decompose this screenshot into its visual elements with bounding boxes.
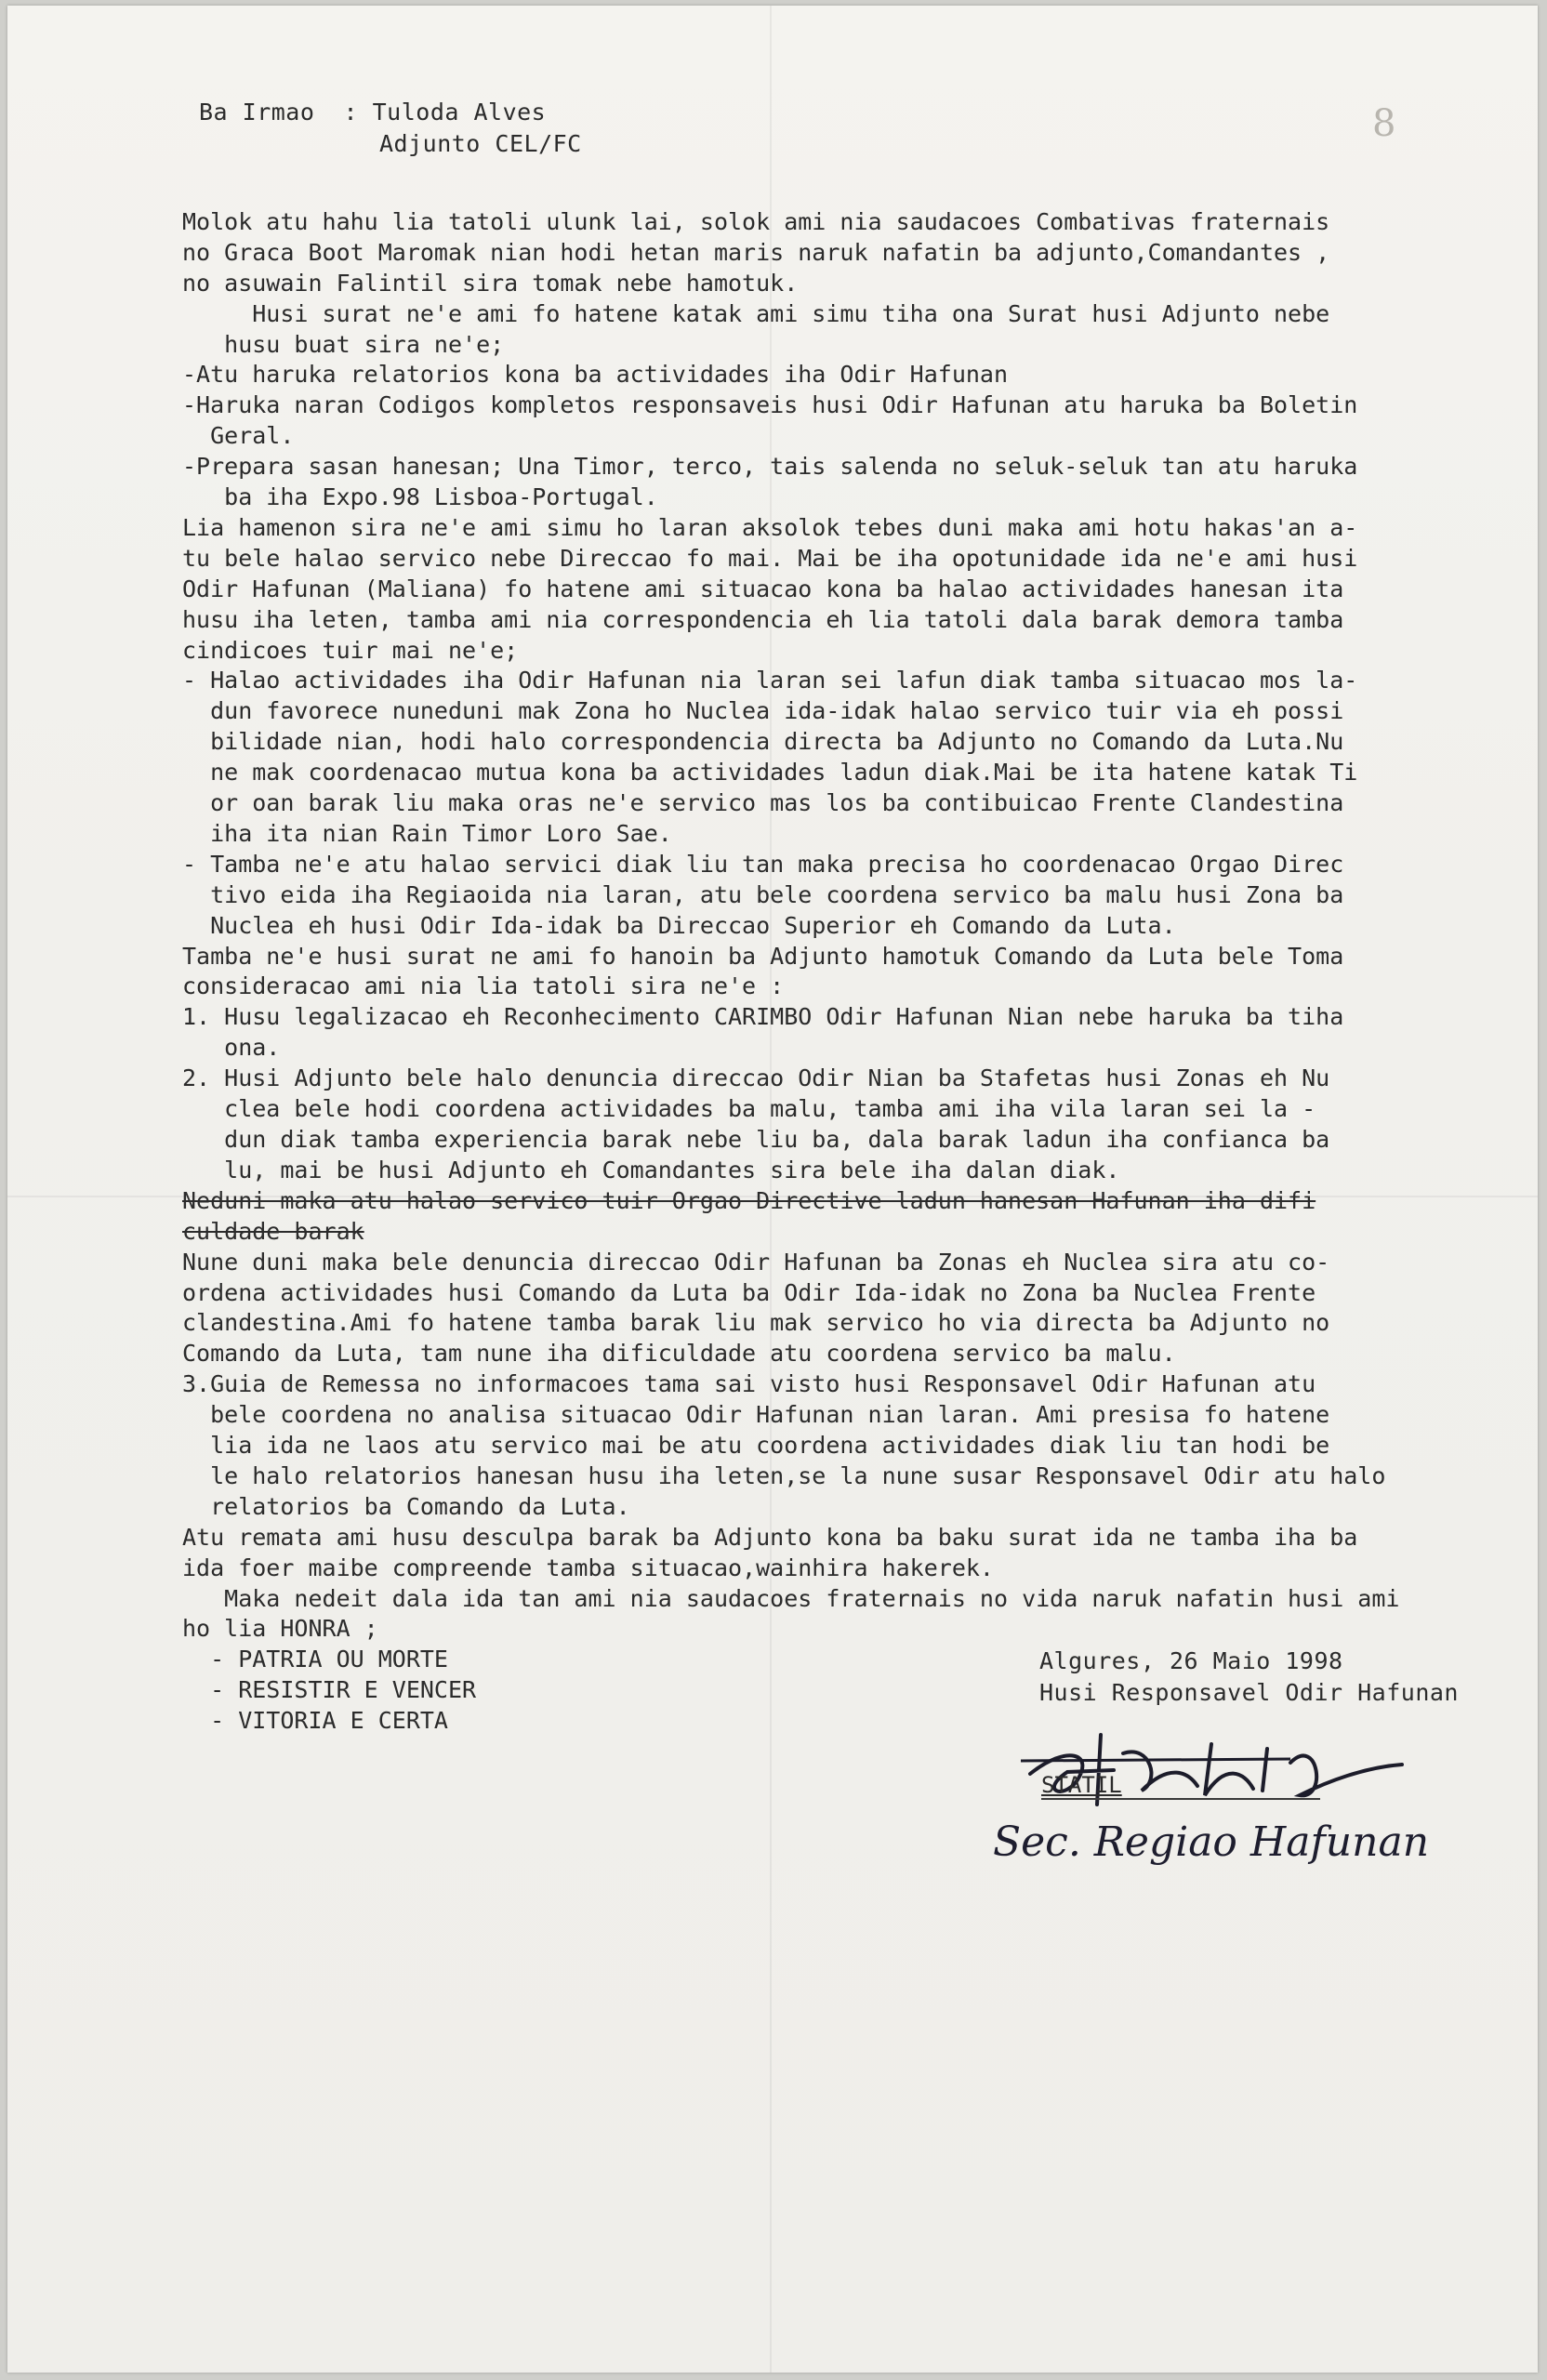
- body-line: - Halao actividades iha Odir Hafunan nia laran sei lafun diak tamba situacao mos la-: [182, 667, 1358, 694]
- body-line: Maka nedeit dala ida tan ami nia saudacoes fraternais no vida naruk nafatin husi ami: [182, 1585, 1400, 1612]
- body-line: ne mak coordenacao mutua kona ba actividades ladun diak.Mai be ita hatene katak Ti: [182, 759, 1358, 786]
- handwritten-title: Sec. Regiao Hafunan: [993, 1818, 1430, 1866]
- body-line: lu, mai be husi Adjunto eh Comandantes sira bele iha dalan diak.: [182, 1157, 1120, 1183]
- body-line: tu bele halao servico nebe Direccao fo mai. Mai be iha opotunidade ida ne'e ami husi: [182, 545, 1358, 572]
- page-number: 8: [1372, 102, 1396, 145]
- body-line: husu iha leten, tamba ami nia correspondencia eh lia tatoli dala barak demora tamba: [182, 606, 1344, 633]
- body-line: -Prepara sasan hanesan; Una Timor, terco, tais salenda no seluk-seluk tan atu haruka: [182, 453, 1358, 480]
- body-line: Molok atu hahu lia tatoli ulunk lai, solok ami nia saudacoes Combativas fraternais: [182, 208, 1330, 235]
- body-line: consideracao ami nia lia tatoli sira ne'e :: [182, 972, 785, 999]
- from-line: Husi Responsavel Odir Hafunan: [1039, 1679, 1459, 1706]
- body-line: dun diak tamba experiencia barak nebe liu ba, dala barak ladun iha confianca ba: [182, 1126, 1330, 1153]
- body-line: Nuclea eh husi Odir Ida-idak ba Direccao Superior eh Comando da Luta.: [182, 912, 1176, 939]
- body-line: ona.: [182, 1034, 281, 1061]
- body-line: - Tamba ne'e atu halao servici diak liu tan maka precisa ho coordenacao Orgao Direc: [182, 851, 1344, 878]
- body-line: -Atu haruka relatorios kona ba actividades iha Odir Hafunan: [182, 361, 1009, 388]
- body-line: lia ida ne laos atu servico mai be atu coordena actividades diak liu tan hodi be: [182, 1432, 1330, 1459]
- body-line: bilidade nian, hodi halo correspondencia directa ba Adjunto no Comando da Luta.Nu: [182, 728, 1344, 755]
- body-line: Atu remata ami husu desculpa barak ba Adjunto kona ba baku surat ida ne tamba iha ba: [182, 1524, 1358, 1551]
- body-line: iha ita nian Rain Timor Loro Sae.: [182, 820, 672, 847]
- body-line: husu buat sira ne'e;: [182, 331, 505, 358]
- body-line: Tamba ne'e husi surat ne ami fo hanoin ba Adjunto hamotuk Comando da Luta bele Toma: [182, 943, 1344, 970]
- body-line: ba iha Expo.98 Lisboa-Portugal.: [182, 483, 658, 510]
- body-line: Odir Hafunan (Maliana) fo hatene ami situacao kona ba halao actividades hanesan ita: [182, 575, 1344, 602]
- place-date: Algures, 26 Maio 1998: [1039, 1647, 1343, 1674]
- addressee-title: Adjunto CEL/FC: [379, 130, 582, 157]
- body-line: culdade barak: [182, 1218, 364, 1245]
- body-line: ho lia HONRA ;: [182, 1615, 378, 1642]
- body-line: le halo relatorios hanesan husu iha leten,se la nune susar Responsavel Odir atu halo: [182, 1462, 1386, 1489]
- letter-page: [7, 6, 1538, 2373]
- body-line: 2. Husi Adjunto bele halo denuncia direccao Odir Nian ba Stafetas husi Zonas eh Nu: [182, 1064, 1330, 1091]
- addressee-line: Ba Irmao : Tuloda Alves: [199, 99, 547, 126]
- body-line: Comando da Luta, tam nune iha dificuldade atu coordena servico ba malu.: [182, 1340, 1176, 1367]
- body-line: no asuwain Falintil sira tomak nebe hamotuk.: [182, 270, 799, 297]
- body-line: Geral.: [182, 422, 295, 449]
- body-line: 3.Guia de Remessa no informacoes tama sai visto husi Responsavel Odir Hafunan atu: [182, 1370, 1316, 1397]
- body-line: clandestina.Ami fo hatene tamba barak liu mak servico ho via directa ba Adjunto no: [182, 1309, 1330, 1336]
- body-line: no Graca Boot Maromak nian hodi hetan maris naruk nafatin ba adjunto,Comandantes ,: [182, 239, 1330, 266]
- body-line: cindicoes tuir mai ne'e;: [182, 637, 519, 664]
- signature-scribble: [1012, 1716, 1439, 1818]
- body-line: Neduni maka atu halao servico tuir Orgao Directive ladun hanesan Hafunan iha difi: [182, 1187, 1316, 1214]
- body-line: 1. Husu legalizacao eh Reconhecimento CARIMBO Odir Hafunan Nian nebe haruka ba tiha: [182, 1003, 1344, 1030]
- signature-name: STATIL: [1041, 1772, 1122, 1798]
- body-line: clea bele hodi coordena actividades ba malu, tamba ami iha vila laran sei la -: [182, 1095, 1316, 1122]
- body-line: relatorios ba Comando da Luta.: [182, 1493, 630, 1520]
- body-line: - VITORIA E CERTA: [182, 1707, 448, 1734]
- body-line: Husi surat ne'e ami fo hatene katak ami simu tiha ona Surat husi Adjunto nebe: [182, 300, 1330, 327]
- body-line: ordena actividades husi Comando da Luta ba Odir Ida-idak no Zona ba Nuclea Frente: [182, 1279, 1316, 1306]
- body-line: bele coordena no analisa situacao Odir Hafunan nian laran. Ami presisa fo hatene: [182, 1401, 1330, 1428]
- body-line: tivo eida iha Regiaoida nia laran, atu bele coordena servico ba malu husi Zona ba: [182, 881, 1344, 908]
- body-line: - PATRIA OU MORTE: [182, 1646, 448, 1673]
- body-line: or oan barak liu maka oras ne'e servico mas los ba contibuicao Frente Clandestina: [182, 789, 1344, 816]
- body-line: - RESISTIR E VENCER: [182, 1676, 477, 1703]
- body-line: ida foer maibe compreende tamba situacao,wainhira hakerek.: [182, 1554, 994, 1581]
- body-line: dun favorece nuneduni mak Zona ho Nuclea ida-idak halao servico tuir via eh possi: [182, 697, 1344, 724]
- body-line: -Haruka naran Codigos kompletos responsaveis husi Odir Hafunan atu haruka ba Boletin: [182, 391, 1358, 418]
- body-line: Nune duni maka bele denuncia direccao Odir Hafunan ba Zonas eh Nuclea sira atu co-: [182, 1249, 1330, 1276]
- signature-underline: [1041, 1798, 1320, 1800]
- body-line: Lia hamenon sira ne'e ami simu ho laran aksolok tebes duni maka ami hotu hakas'an a-: [182, 514, 1358, 541]
